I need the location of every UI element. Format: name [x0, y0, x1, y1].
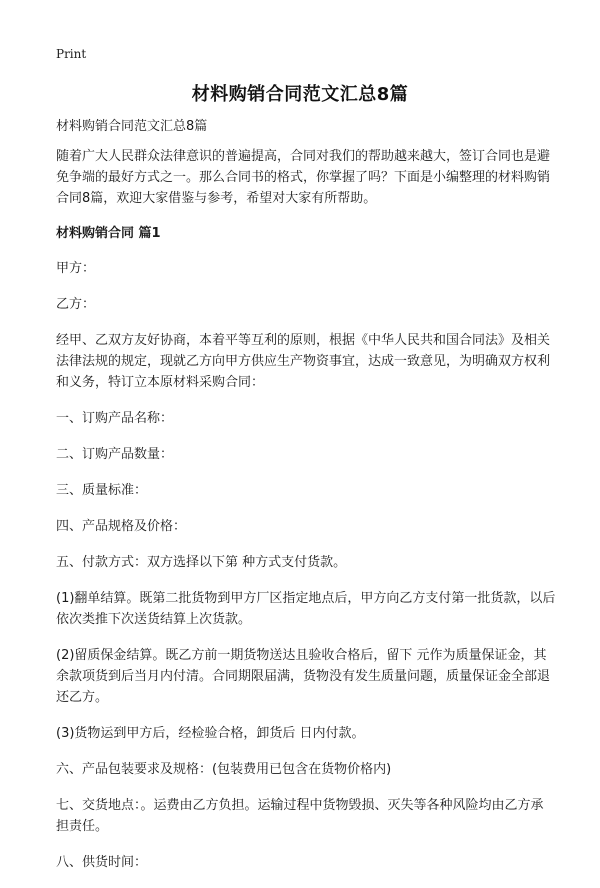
clause-spec-price: 四、产品规格及价格： — [56, 519, 187, 534]
clause-supply-time: 八、供货时间： — [56, 855, 148, 870]
party-b-line: 乙方： — [56, 297, 96, 312]
print-link[interactable]: Print — [56, 47, 87, 61]
payment-option-2: (2)留质保金结算。既乙方前一期货物送达且验收合格后，留下 元作为质量保证金，其余款项货到后当月内付清。合同期限届满，货物没有发生质量问题，质量保证金全部退还乙方。 — [56, 648, 551, 705]
page-title: 材料购销合同范文汇总8篇 — [191, 84, 409, 105]
section-heading: 材料购销合同 篇1 — [56, 226, 161, 241]
clause-packaging: 六、产品包装要求及规格：(包装费用已包含在货物价格内) — [56, 762, 392, 777]
clause-delivery-location: 七、交货地点：。运费由乙方负担。运输过程中货物毁损、灭失等各种风险均由乙方承担责任。 — [56, 798, 544, 834]
clause-quality-standard: 三、质量标准： — [56, 483, 148, 498]
intro-paragraph: 随着广大人民群众法律意识的普遍提高，合同对我们的帮助越来越大，签订合同也是避免争端的最好方式之一。那么合同书的格式，你掌握了吗？下面是小编整理的材料购销合同8篇，欢迎大家借鉴与参考，希望对大家有所帮助。 — [56, 149, 551, 206]
payment-option-1: (1)翻单结算。既第二批货物到甲方厂区指定地点后，甲方向乙方支付第一批货款，以后依次类推下次送货结算上次货款。 — [56, 591, 556, 627]
clause-payment-method: 五、付款方式：双方选择以下第 种方式支付货款。 — [56, 555, 347, 570]
payment-option-3: (3)货物运到甲方后，经检验合格，卸货后 日内付款。 — [56, 726, 365, 741]
clause-product-name: 一、订购产品名称： — [56, 411, 174, 426]
preamble-paragraph: 经甲、乙双方友好协商，本着平等互利的原则，根据《中华人民共和国合同法》及相关法律法规的规定，现就乙方向甲方供应生产物资事宜，达成一致意见，为明确双方权利和义务，特订立本原材料采购合同： — [56, 333, 551, 390]
party-a-line: 甲方： — [56, 261, 96, 276]
document-subtitle: 材料购销合同范文汇总8篇 — [56, 119, 208, 134]
document-body — [56, 116, 556, 888]
clause-product-quantity: 二、订购产品数量： — [56, 447, 174, 462]
